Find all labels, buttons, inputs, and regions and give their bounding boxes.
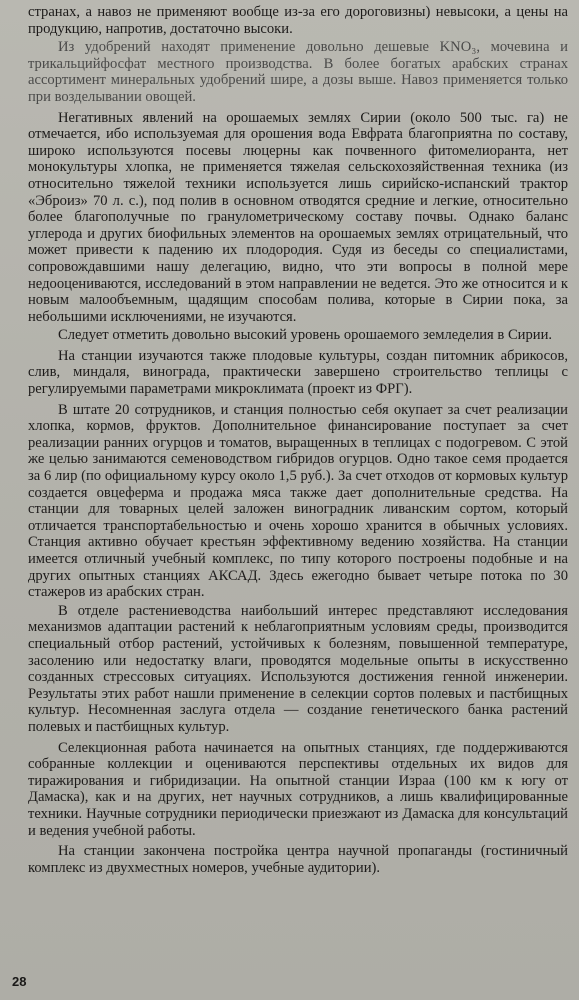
paragraph-staff-financing: В штате 20 сотрудников, и станция полностью себя окупает за счет реализации хлопка, кормов, фруктов. Дополнительное финансирование поступает за счет реализации ранних огурцов и томатов, выращенных в теплицах с подогревом. С этой же целью занимаются семеноводством гибридов огурцов. Одно такое семя продается за 6 лир (по официальному курсу около 1,5 руб.). За счет отходов от кормовых культур создается овцеферма и продажа мяса также дает дополнительные средства. На станции для товарных целей заложен виноградник ливанским сортом, который отличается транспортабельностью и очень хорошо хранится в обычных условиях. Станция активно обучает крестьян эффективному ведению хозяйства. На станции имеется отличный учебный комплекс, по типу которого построены подобные и на других опытных станциях АКСАД. Здесь ежегодно бывает четыре потока по 30 стажеров из арабских стран. <box>28 401 568 601</box>
page-number: 28 <box>12 974 27 989</box>
paragraph-irrigated-lands: Негативных явлений на орошаемых землях Сирии (около 500 тыс. га) не отмечается, ибо используемая для орошения вода Евфрата благоприятна по составу, широко используются посевы люцерны как почвенного фитомелиоранта, нет монокультуры хлопка, не применяется тяжелая сельскохозяйственная техника (из относительно тяжелой техники используется лишь сирийско-испанский трактор «Эброиз» 70 л. с.), под полив в основном отводятся средние и легкие, относительно более благополучные по гранулометрическому составу почвы. Однако баланс углерода и других биофильных элементов на орошаемых землях отрицательный, что может привести к падению их плодородия. Судя из беседы со специалистами, сопровождавшими нашу делегацию, видно, что эти вопросы в полной мере недооцениваются, исследований в этом направлении не ведется. Это же относится и к новым малообъемным, щадящим способам полива, которые в Сирии пока, за небольшими исключениями, не изучаются. <box>28 109 568 325</box>
paragraph-fruit-crops: На станции изучаются также плодовые культуры, создан питомник абрикосов, слив, миндаля, винограда, практически завершено строительство теплицы с регулируемыми параметрами микроклимата (проект из ФРГ). <box>28 347 568 398</box>
paragraph-plant-department: В отделе растениеводства наибольший интерес представляют исследования механизмов адаптации растений к неблагоприятным условиям среды, производится специальный отбор растений, устойчивых к болезням, повышенной температуре, засолению или недостатку влаги, проводятся модельные опыты в искусственно созданных стрессовых ситуациях. Используются достижения генной инженерии. Результаты этих работ нашли применение в селекции сортов полевых и пастбищных культур. Несомненная заслуга отдела — создание генетического банка растений полевых и пастбищных культур. <box>28 602 568 735</box>
paragraph-irrigation-level: Следует отметить довольно высокий уровень орошаемого земледелия в Сирии. <box>58 327 553 344</box>
paragraph-fertilizer-costs: странах, а навоз не применяют вообще из-за его дороговизны) невысоки, а цены на продукцию, напротив, достаточно высоки. <box>28 4 568 37</box>
body-text <box>28 4 568 878</box>
paragraph-propaganda-center: На станции закончена постройка центра научной пропаганды (гостиничный комплекс из двухместных номеров, учебные аудитории). <box>28 843 568 876</box>
paragraph-breeding-work: Селекционная работа начинается на опытных станциях, где поддерживаются собранные коллекции и оцениваются перспективы отдельных их видов для тиражирования и гибридизации. На опытной станции Израа (100 км к югу от Дамаска), как и на других, нет научных сотрудников, а лишь квалифицированные техники. Научные сотрудники периодически приезжают из Дамаска для консультаций и ведения учебной работы. <box>28 739 568 839</box>
paragraph-fertilizers: Из удобрений находят применение довольно дешевые KNO₃, мочевина и трикальцийфосфат местного производства. В более богатых арабских странах ассортимент минеральных удобрений шире, а дозы выше. Навоз применяется только при возделывании овощей. <box>28 39 568 105</box>
